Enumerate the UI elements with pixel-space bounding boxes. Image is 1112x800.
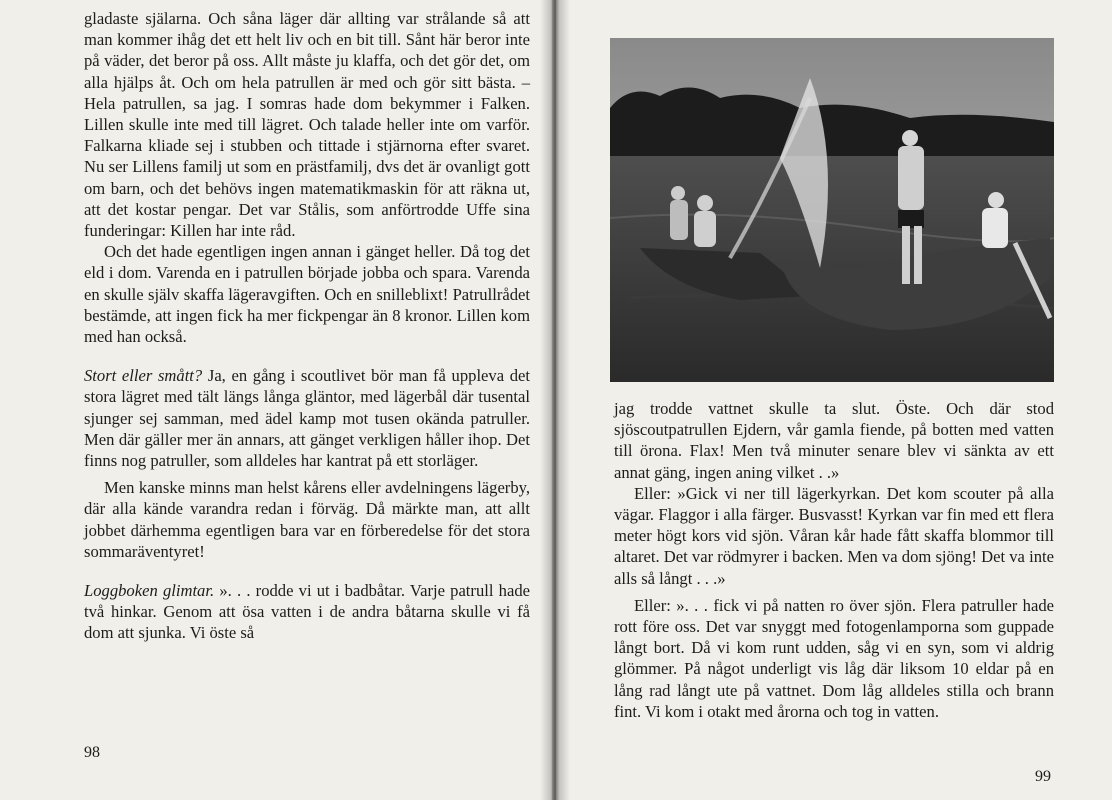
paragraph-text: ». . . rodde vi ut i badbåtar. Varje patrull hade två hinkar. Genom att ösa vatten i de andra båtarna skulle vi få dom att sjunka. Vi öste så: [84, 581, 530, 643]
paragraph: [84, 241, 530, 347]
page-number: 98: [84, 744, 100, 761]
paragraph-text: Eller: »Gick vi ner till lägerkyrkan. Det kom scouter på alla vägar. Flaggor i alla färger. Busvasst! Kyrkan var fin med ett flera meter högt kors vid sjön. Våran kår hade fått skaffa blommor till altaret. Det var rödmyrer i backen. Men va dom sjöng! Det va inte alls så långt . . .»: [614, 483, 1054, 588]
paragraph: [614, 398, 1054, 483]
right-page-text: [614, 398, 1054, 722]
left-page: [0, 0, 552, 800]
paragraph-text: Eller: ». . . fick vi på natten ro över sjön. Flera patruller hade rott före oss. Det var snyggt med fotogenlamporna som guppade långt bort. Då vi kom runt udden, såg vi en syn, som vi aldrig glömmer. På något underligt vis låg där liksom 10 eldar på en lång rad långt ute på vattnet. Dom låg alldeles stilla och brann fint. Vi kom i otakt med årorna och tog in vatten.: [614, 595, 1054, 721]
paragraph-text: Men kanske minns man helst kårens eller avdelningens lägerby, där alla kände varandra redan i förväg. Då märkte man, att allt jobbet därhemma egentligen bara var en förberedelse för det stora sommaräventyret!: [84, 478, 530, 561]
paragraph: [84, 365, 530, 471]
photo-illustration: [610, 38, 1054, 382]
left-page-text: [84, 8, 530, 644]
paragraph: [614, 595, 1054, 722]
run-in-heading: Loggboken glimtar.: [84, 581, 215, 601]
paragraph-text: Och det hade egentligen ingen annan i gänget heller. Då tog det eld i dom. Varenda en i patrullen började jobba och spara. Varenda en skulle själv skaffa lägeravgiften. Och en snilleblixt! Patrullrådet bestämde, att ingen fick ha mer fickpengar än 8 kronor. Lillen kom med han också.: [84, 242, 530, 347]
paragraph-text: Ja, en gång i scoutlivet bör man få uppleva det stora lägret med tält längs långa gläntor, med lägerbål där tusental sjunger sej samman, med ädel kamp mot tusen okända patruller. Men där gäller mer än annars, att gänget verkligen håller ihop. Det finns nog patruller, som alldeles har kantrat på ett storläger.: [84, 366, 530, 471]
paragraph: [84, 8, 530, 241]
paragraph-text: gladaste själarna. Och såna läger där allting var strålande så att man kommer ihåg det ett helt liv och en bit till. Sånt här beror inte på väder, det beror på oss. Allt måste ju klaffa, och det gör det, om alla hjälps åt. Och om hela patrullen är med och gör sitt bästa. – Hela patrullen, sa jag. I somras hade dom bekymmer i Falken. Lillen skulle inte med till lägret. Och talade heller inte om varför. Falkarna kliade sej i stubben och tittade i stjärnorna efter svaret. Nu ser Lillens familj ut som en prästfamilj, dvs det är ovanligt gott om barn, och det behövs ingen matematikmaskin för att räkna ut, att det kostar pengar. Det var Stålis, som anförtrodde Uffe sina funderingar: Killen har inte råd.: [84, 9, 530, 241]
right-page: [556, 0, 1112, 800]
page-number: 99: [1035, 768, 1051, 785]
paragraph: [84, 477, 530, 562]
paragraph: [84, 580, 530, 644]
run-in-heading: Stort eller smått?: [84, 366, 203, 386]
paragraph: [614, 483, 1054, 589]
photograph-scouts-in-boats: [610, 38, 1054, 382]
paragraph-text: jag trodde vattnet skulle ta slut. Öste. Och där stod sjöscoutpatrullen Ejdern, vår gamla fiende, på botten med vatten till örona. Flax! Men två minuter senare blev vi sänkta av ett annat gäng, ingen aning vilket . .»: [614, 399, 1054, 482]
